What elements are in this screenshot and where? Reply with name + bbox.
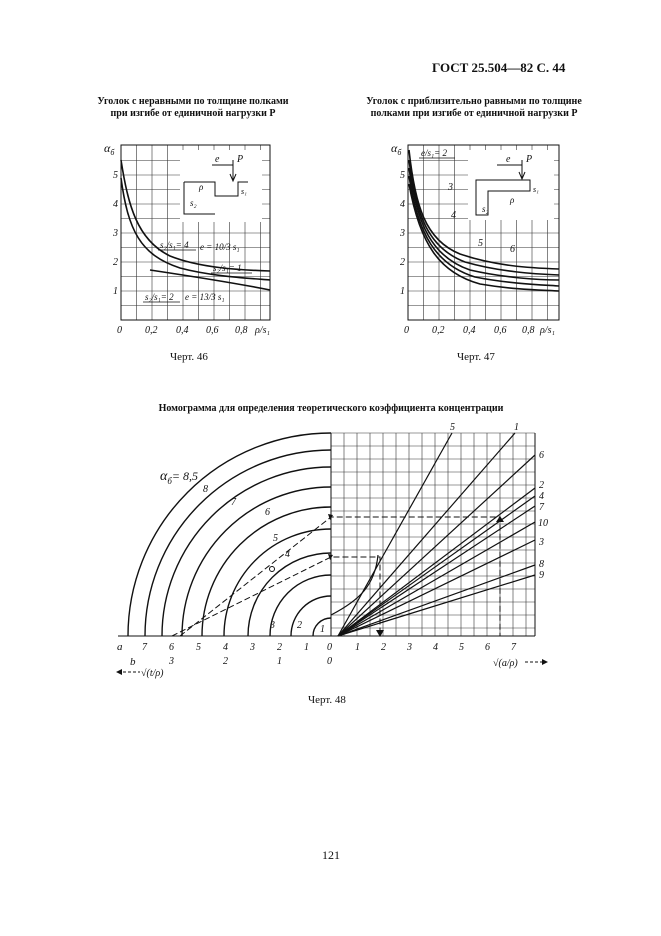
figure-48-a-tick-2: 2: [277, 642, 282, 653]
figure-47-y-axis-label: $\alpha_б$: [391, 141, 402, 157]
figure-48-ray-2: [338, 488, 535, 636]
figure-46-x-tick-0.4: 0,4: [176, 325, 189, 336]
figure-47-x-tick-0.8: 0,8: [522, 325, 535, 336]
figure-46-annotation-e-13-3: e = 13/3 s₁: [185, 292, 225, 302]
figure-47-y-tick-5: 5: [400, 170, 405, 181]
figure-48-ray-8: [338, 565, 535, 636]
figure-48-a-tick-5: 5: [196, 642, 201, 653]
figure-48-ray-label-10: 10: [538, 518, 548, 529]
figure-46-x-tick-0.6: 0,6: [206, 325, 219, 336]
figure-47-y-tick-3: 3: [400, 228, 405, 239]
figure-48-ray-label-7: 7: [539, 502, 544, 513]
page-number: 121: [322, 848, 340, 862]
figure-48-ray-10: [338, 522, 535, 636]
figure-46-inset-s2: s₂: [190, 198, 197, 208]
figure-46-y-axis-label: $\alpha_б$: [104, 141, 115, 157]
figure-48-a-tick-3: 3: [250, 642, 255, 653]
figure-47-inset-P: P: [526, 154, 533, 165]
figure-48-a-tick-4: 4: [223, 642, 228, 653]
figure-46-annotation-s2s1-1: s₂/s₁= 1: [213, 263, 242, 273]
figure-47-x-tick-0: 0: [404, 325, 409, 336]
figure-47-y-tick-4: 4: [400, 199, 405, 210]
figure-46-y-tick-3: 3: [113, 228, 118, 239]
figure-48-arc-5: [202, 507, 331, 636]
figure-48-ray-label-1: 1: [514, 422, 519, 433]
figure-48-right-arrow-head: [542, 659, 548, 665]
figure-48-a-tick-1: 1: [304, 642, 309, 653]
figure-48-row-b-label: b: [130, 656, 136, 668]
figure-48-label: Черт. 48: [308, 694, 346, 706]
figure-47-inset-s1: s₁: [533, 185, 539, 194]
figure-47-y-tick-1: 1: [400, 286, 405, 297]
figure-48-arc-label-1: 1: [320, 624, 325, 635]
figure-48-a-tick-0: 0: [327, 642, 332, 653]
figure-46-annotation-e-10-3: e = 10/3 s₁: [200, 242, 240, 252]
figure-48-ray-label-4: 4: [539, 491, 544, 502]
figure-48-ray-3: [338, 540, 535, 636]
figure-47-label: Черт. 47: [457, 351, 495, 363]
figure-48-ray-6: [338, 455, 535, 636]
figure-47-curve-label-4: 4: [451, 210, 456, 221]
figure-46-y-tick-2: 2: [113, 257, 118, 268]
figure-48-example-point: [270, 567, 275, 572]
figure-48-x-tick-4: 4: [433, 642, 438, 653]
figure-47-curve-label-3: 3: [448, 182, 453, 193]
figure-47-x-tick-0.4: 0,4: [463, 325, 476, 336]
figure-47-x-tick-0.6: 0,6: [494, 325, 507, 336]
figure-48-arc-label-5: 5: [273, 533, 278, 544]
figure-47-inset-rho: ρ: [510, 195, 515, 205]
figure-47-x-tick-0.2: 0,2: [432, 325, 445, 336]
figure-48-row-a-label: a: [117, 641, 123, 653]
figure-46-x-axis-label: ρ/s₁: [255, 325, 270, 336]
figure-48-b-tick-3: 3: [169, 656, 174, 667]
figure-48-alpha-label: $\alpha_б= 8,5$: [160, 469, 198, 486]
figure-48-ray-1: [338, 433, 515, 636]
figure-48-x-tick-1: 1: [355, 642, 360, 653]
figure-47-inset-s2: s₂: [482, 204, 489, 214]
figure-48-caption: Номограмма для определения теоретического коэффициента концентрации: [158, 403, 504, 414]
figure-48-x-tick-2: 2: [381, 642, 386, 653]
figure-47-curve-label-2: e/s₁= 2: [421, 148, 447, 158]
figure-48-b-tick-2: 2: [223, 656, 228, 667]
figure-48-arcs: [128, 433, 331, 636]
figure-46-annotation-s2s1-4: s₂/s₁= 4: [160, 240, 189, 250]
figure-48-example-path-upper: [180, 517, 500, 636]
figure-46-inset-s1: s₁: [241, 187, 247, 196]
figure-48-x-tick-6: 6: [485, 642, 490, 653]
figure-48-arc-label-4: 4: [285, 549, 290, 560]
figure-48-right-axis-expr: √(a/ρ): [493, 658, 518, 669]
figure-47-curve-label-5: 5: [478, 238, 483, 249]
figure-48-left-arrow-head: [116, 669, 122, 675]
figure-46-x-tick-0.8: 0,8: [235, 325, 248, 336]
figure-48-arc-label-7: 7: [231, 497, 236, 508]
figure-47-x-axis-label: ρ/s₁: [540, 325, 555, 336]
figure-48-x-tick-5: 5: [459, 642, 464, 653]
figure-48-ray-label-2: 2: [539, 480, 544, 491]
figure-46-caption-line1: Уголок с неравными по толщине полками: [97, 96, 289, 107]
figure-48-arc-label-3: 3: [270, 620, 275, 631]
document-header: ГОСТ 25.504—82 С. 44: [432, 60, 566, 75]
figure-48-b-tick-1: 1: [277, 656, 282, 667]
figure-47-y-tick-2: 2: [400, 257, 405, 268]
figure-48-arc-label-2: 2: [297, 620, 302, 631]
figure-48-example-arrow-2: [328, 554, 333, 560]
figure-47-caption-line2: полками при изгибе от единичной нагрузки P: [370, 108, 578, 119]
figure-46-inset-e: e: [215, 154, 220, 165]
figure-46-y-tick-5: 5: [113, 170, 118, 181]
figure-48-ray-label-9: 9: [539, 570, 544, 581]
figure-48-a-tick-6: 6: [169, 642, 174, 653]
figure-48-arc-8-5: [128, 433, 331, 636]
figure-48-ray-label-3: 3: [539, 537, 544, 548]
figure-48-a-tick-7: 7: [142, 642, 147, 653]
figure-48-rays: [338, 433, 535, 636]
figure-46-caption-line2: при изгибе от единичной нагрузки P: [110, 108, 276, 119]
figure-48-ray-label-8: 8: [539, 559, 544, 570]
figure-46-inset-P: P: [237, 154, 244, 165]
figure-47-caption-line1: Уголок с приблизительно равными по толщине: [366, 96, 582, 107]
figure-48-x-tick-7: 7: [511, 642, 516, 653]
figure-46-annotation-s2s1-2: s₂/s₁= 2: [145, 292, 174, 302]
figure-48-x-tick-3: 3: [407, 642, 412, 653]
figure-48-ray-label-5: 5: [450, 422, 455, 433]
figure-46-label: Черт. 46: [170, 351, 208, 363]
figure-48-b-tick-0: 0: [327, 656, 332, 667]
figure-46-x-tick-0: 0: [117, 325, 122, 336]
figure-46-inset-rho: ρ: [199, 182, 204, 192]
figure-47-curve-label-6: 6: [510, 244, 515, 255]
figure-46-x-tick-0.2: 0,2: [145, 325, 158, 336]
figure-48-arc-label-6: 6: [265, 507, 270, 518]
figure-48-grid: [331, 433, 535, 636]
figure-48-ray-7: [338, 506, 535, 636]
figure-48-arc-label-8: 8: [203, 484, 208, 495]
figure-46-y-tick-1: 1: [113, 286, 118, 297]
figure-46-y-tick-4: 4: [113, 199, 118, 210]
figure-47-inset-e: e: [506, 154, 511, 165]
figure-48-ray-label-6: 6: [539, 450, 544, 461]
figure-48-left-axis-expr: √(t/ρ): [141, 668, 164, 679]
